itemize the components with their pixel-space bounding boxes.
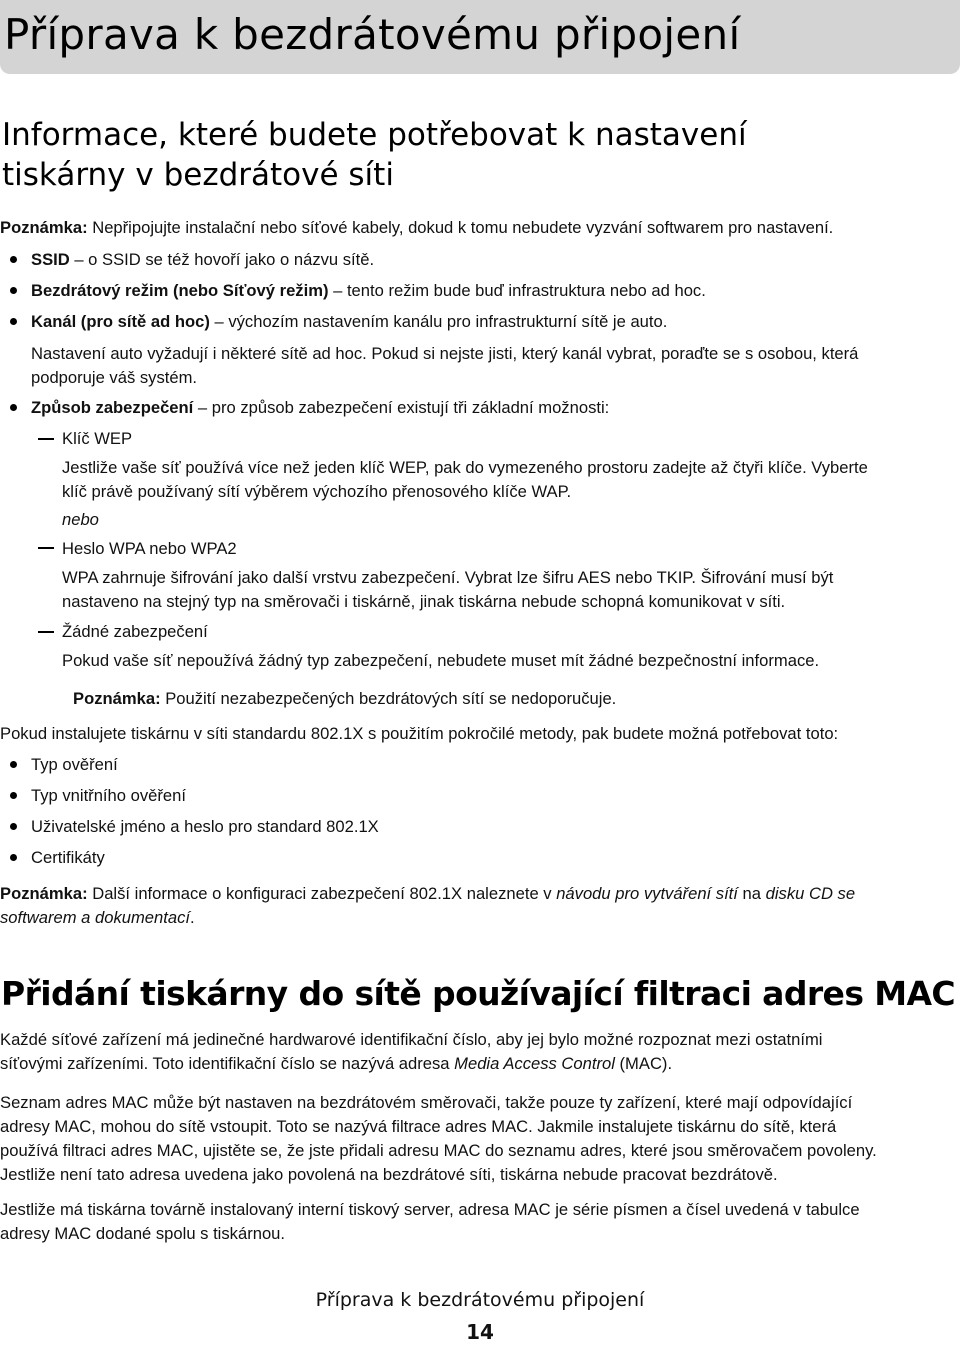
italic-text: Media Access Control: [454, 1054, 615, 1073]
bullet-icon: [10, 854, 17, 861]
channel-note-line1: Nastavení auto vyžadují i některé sítě ad hoc. Pokud si nejste jisti, který kanál vybrat, poraďte se s osobou, která: [31, 344, 859, 363]
mac-p3-line2: adresy MAC dodané spolu s tiskárnou.: [0, 1224, 286, 1243]
note-text: Nepřipojujte instalační nebo síťové kabely, dokud k tomu nebudete vyzvání softwarem pro nastavení.: [87, 218, 834, 237]
bullet-icon: [10, 287, 17, 294]
x8021-intro: Pokud instalujete tiskárnu v síti standardu 802.1X s použitím pokročilé metody, pak budete možná potřebovat toto:: [0, 724, 839, 743]
item-text: – tento režim bude buď infrastruktura nebo ad hoc.: [328, 281, 706, 300]
or-italic: nebo: [62, 510, 99, 529]
note-text: na: [737, 884, 766, 903]
text: (MAC).: [614, 1054, 673, 1073]
note-italic: disku CD se: [765, 884, 856, 903]
dash-icon: [38, 631, 54, 633]
mac-p3-line1: Jestliže má tiskárna továrně instalovaný interní tiskový server, adresa MAC je série písmen a čísel uvedená v tabulce: [0, 1200, 860, 1219]
x8021-item: Certifikáty: [31, 848, 105, 867]
bullet-icon: [10, 404, 17, 411]
item-term: Bezdrátový režim (nebo Síťový režim): [31, 281, 329, 300]
or-text: [62, 508, 99, 532]
none-title: Žádné zabezpečení: [62, 622, 208, 641]
x8021-item: Uživatelské jméno a heslo pro standard 802.1X: [31, 817, 379, 836]
x8021-item: Typ ověření: [31, 755, 118, 774]
list-item-security: [31, 396, 609, 420]
mac-p2-line2: adresy MAC, mohou do sítě vstoupit. Toto se nazývá filtrace adres MAC. Jakmile instalujete tiskárnu do sítě, která: [0, 1117, 837, 1136]
wpa-desc-line1: WPA zahrnuje šifrování jako další vrstvu zabezpečení. Vybrat lze šifru AES nebo TKIP. Šifrování musí být: [62, 568, 834, 587]
mac-p1-line1: Každé síťové zařízení má jedinečné hardwarové identifikační číslo, aby jej bylo možné rozpoznat mezi ostatními: [0, 1030, 823, 1049]
list-item-channel: [31, 310, 667, 334]
note-label: Poznámka:: [0, 218, 88, 237]
note-text: .: [190, 908, 195, 927]
item-term: Způsob zabezpečení: [31, 398, 194, 417]
section-heading-info: [2, 115, 747, 195]
header-banner: [0, 0, 960, 74]
item-text: – výchozím nastavením kanálu pro infrastrukturní sítě je auto.: [209, 312, 668, 331]
none-note: [73, 687, 616, 711]
item-text: – o SSID se též hovoří jako o názvu sítě.: [69, 250, 375, 269]
wep-title: Klíč WEP: [62, 429, 133, 448]
section-heading-mac-title: Přidání tiskárny do sítě používající filtraci adres MAC: [1, 974, 956, 1013]
mac-p1-line2: [0, 1052, 672, 1076]
section-heading-line1: Informace, které budete potřebovat k nastavení: [2, 117, 747, 153]
note-italic: návodu pro vytváření sítí: [556, 884, 738, 903]
bullet-icon: [10, 256, 17, 263]
dash-icon: [38, 438, 54, 440]
list-item-ssid: [31, 248, 374, 272]
bullet-icon: [10, 761, 17, 768]
text: síťovými zařízeními. Toto identifikační číslo se nazývá adresa: [0, 1054, 455, 1073]
page-title: Příprava k bezdrátovému připojení: [4, 10, 741, 59]
none-desc: Pokud vaše síť nepoužívá žádný typ zabezpečení, nebudete muset mít žádné bezpečnostní informace.: [62, 651, 820, 670]
wpa-title: Heslo WPA nebo WPA2: [62, 539, 237, 558]
note-text: Použití nezabezpečených bezdrátových sítí se nedoporučuje.: [160, 689, 617, 708]
note-text: Další informace o konfiguraci zabezpečení 802.1X naleznete v: [87, 884, 557, 903]
bullet-icon: [10, 823, 17, 830]
section-heading-mac: [1, 972, 955, 1016]
item-term: SSID: [31, 250, 70, 269]
x8021-item: Typ vnitřního ověření: [31, 786, 186, 805]
item-text: – pro způsob zabezpečení existují tři základní možnosti:: [193, 398, 610, 417]
mac-p2-line1: Seznam adres MAC může být nastaven na bezdrátovém směrovači, takže pouze ty zařízení, které mají odpovídající: [0, 1093, 853, 1112]
note-label: Poznámka:: [0, 884, 88, 903]
dash-icon: [38, 547, 54, 549]
list-item-wireless-mode: [31, 279, 706, 303]
wpa-desc-line2: nastaveno na stejný typ na směrovači i tiskárně, jinak tiskárna nebude schopná komunikovat v síti.: [62, 592, 786, 611]
wep-desc-line1: Jestliže vaše síť používá více než jeden klíč WEP, pak do vymezeného prostoru zadejte až čtyři klíče. Vyberte: [62, 458, 868, 477]
note-cables: [0, 216, 833, 240]
bullet-icon: [10, 792, 17, 799]
mac-p2-line3: používá filtraci adres MAC, ujistěte se, že jste přidali adresu MAC do seznamu adres, které jsou směrovačem povoleny.: [0, 1141, 877, 1160]
note-label: Poznámka:: [73, 689, 161, 708]
section-heading-line2: tiskárny v bezdrátové síti: [2, 157, 394, 193]
page-number: 14: [466, 1320, 494, 1344]
mac-p2-line4: Jestliže není tato adresa uvedena jako povolená na bezdrátové síti, tiskárna nebude pracovat bezdrátově.: [0, 1165, 778, 1184]
channel-note-line2: podporuje váš systém.: [31, 368, 198, 387]
footer-title: Příprava k bezdrátovému připojení: [315, 1289, 645, 1311]
bullet-icon: [10, 318, 17, 325]
final-note: [0, 882, 960, 930]
wep-desc-line2: klíč právě používaný sítí výběrem výchozího přenosového klíče WAP.: [62, 482, 572, 501]
note-italic: softwarem a dokumentací: [0, 908, 190, 927]
item-term: Kanál (pro sítě ad hoc): [31, 312, 210, 331]
